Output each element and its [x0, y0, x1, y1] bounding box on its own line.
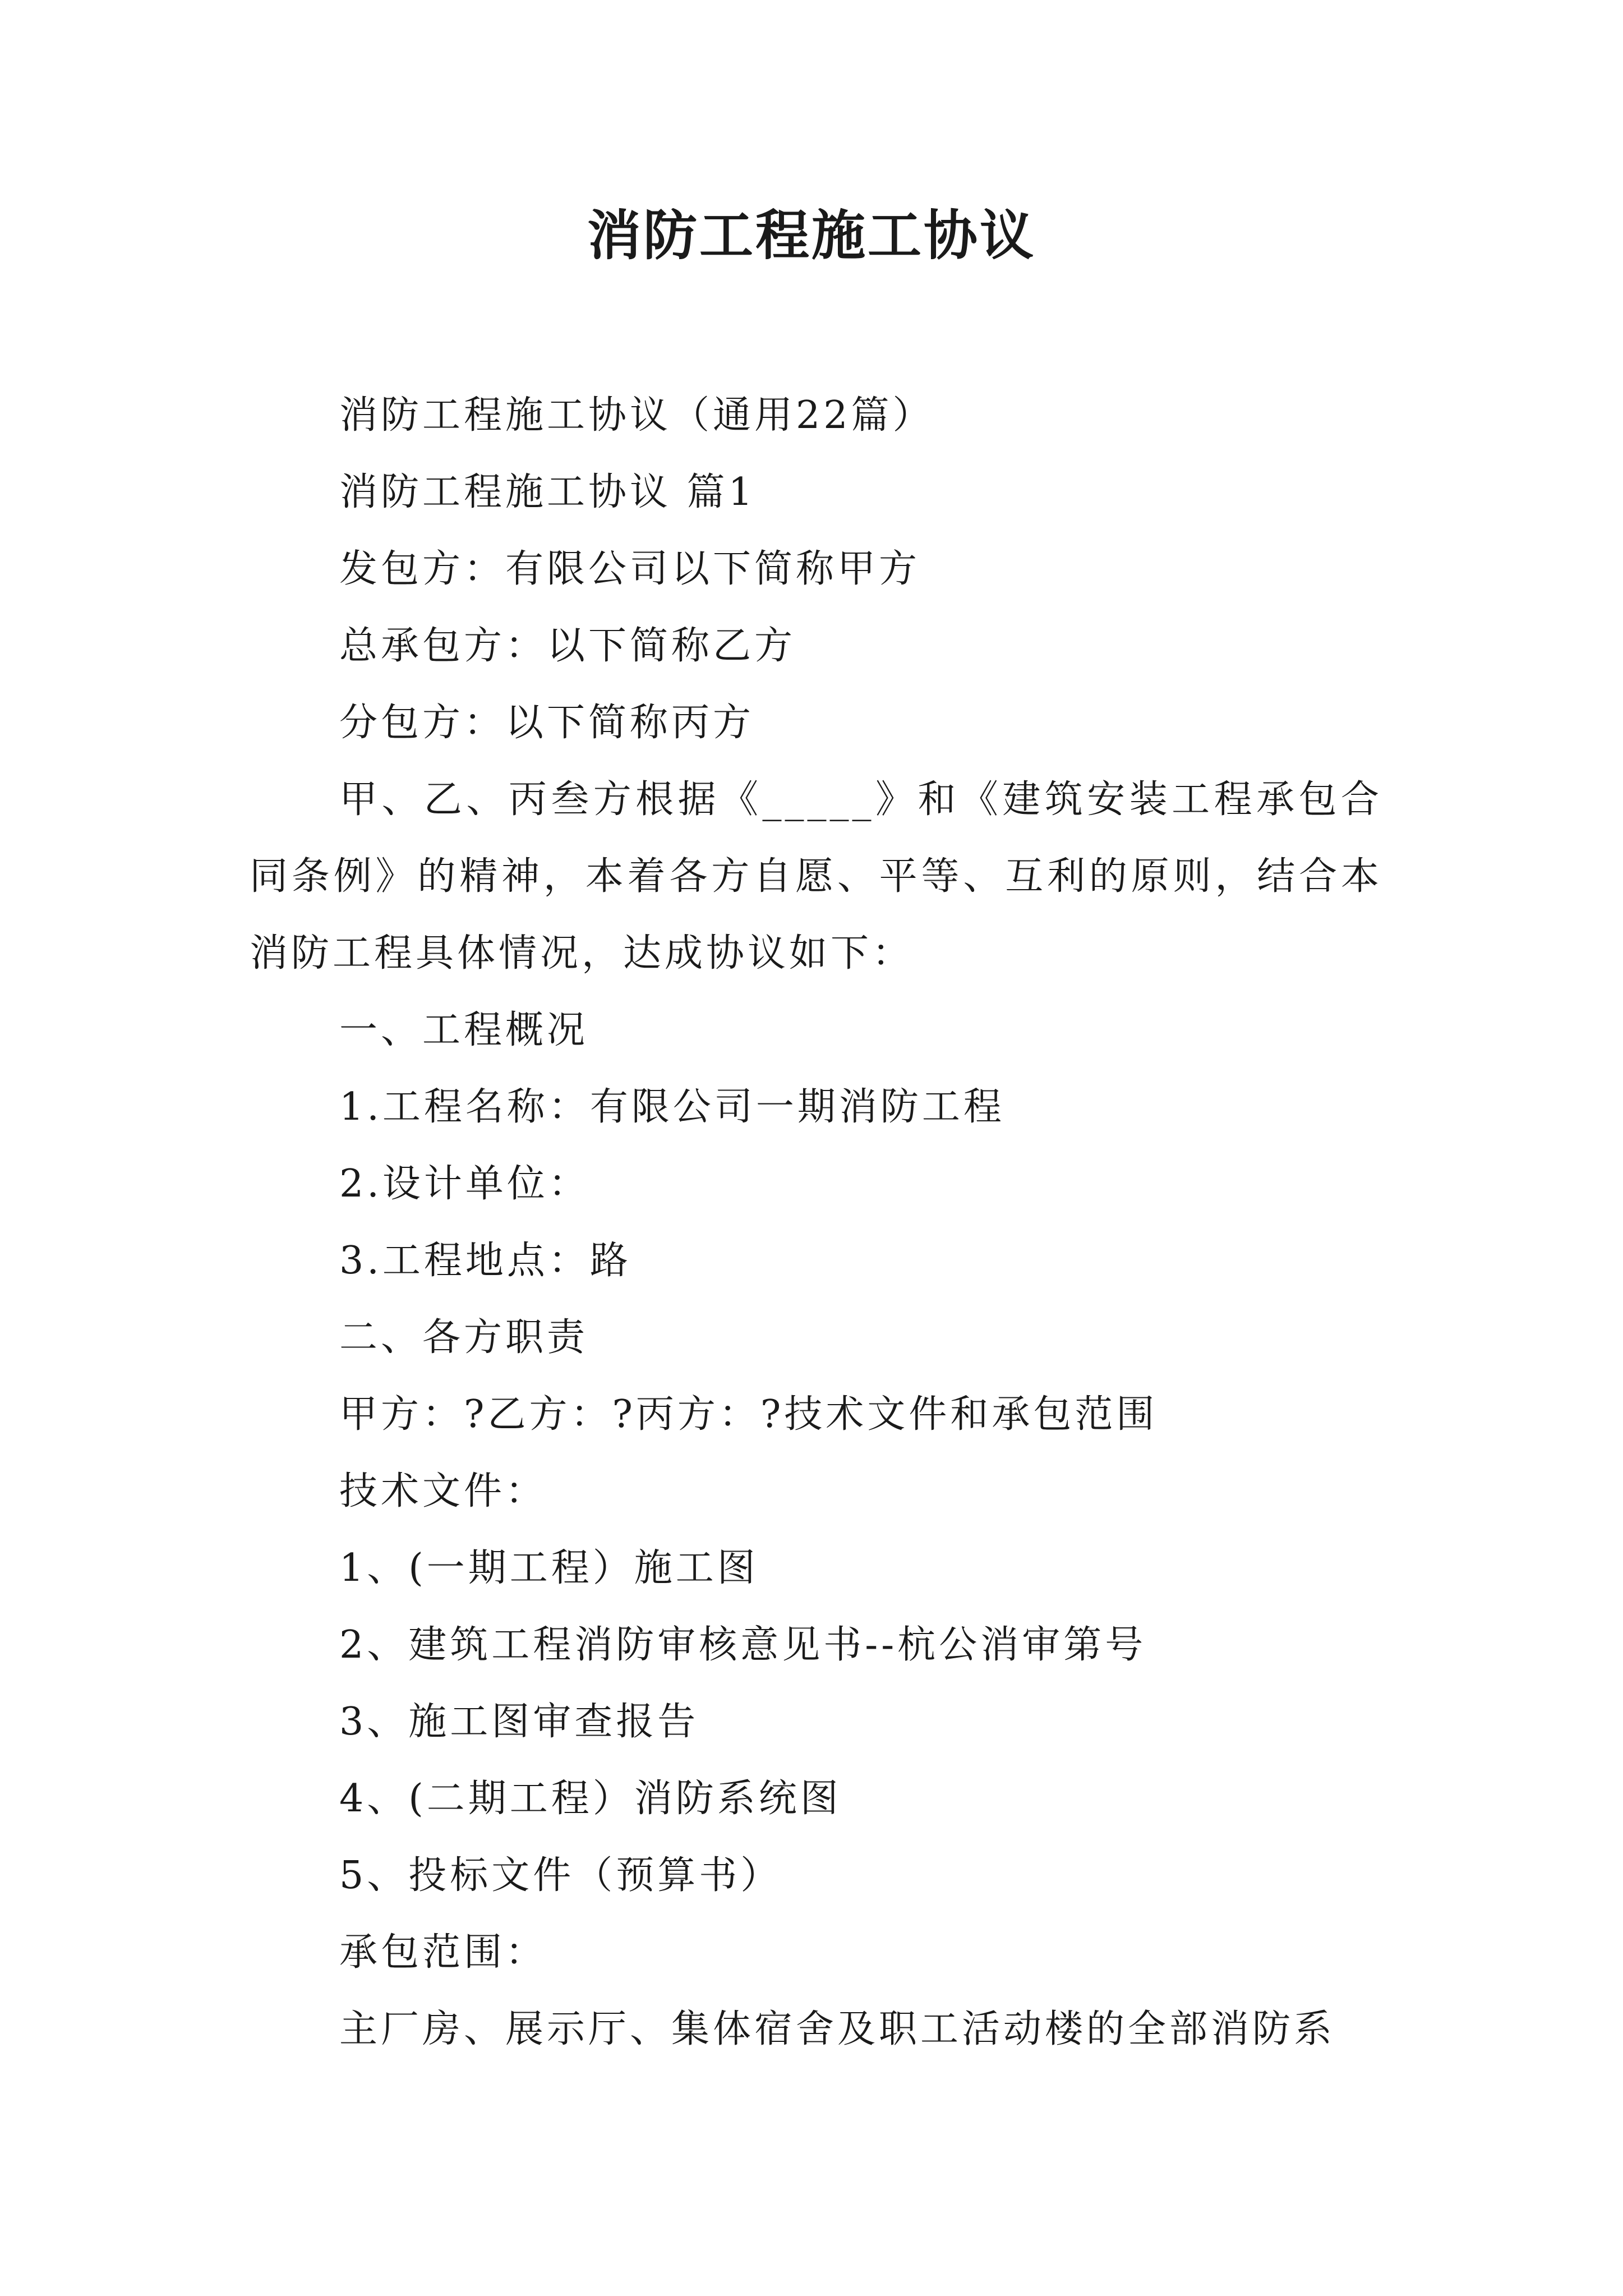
paragraph-project-name: 1.工程名称：有限公司一期消防工程 — [339, 1085, 1005, 1129]
paragraph-doc-item-1: 1、(一期工程）施工图 — [339, 1546, 759, 1590]
paragraph-doc-item-3: 3、施工图审查报告 — [339, 1700, 699, 1744]
paragraph-party-a: 发包方：有限公司以下简称甲方 — [339, 547, 921, 591]
document-body — [250, 377, 1382, 2068]
paragraph-section-heading: 消防工程施工协议 篇1 — [339, 470, 756, 514]
paragraph-heading-overview: 一、工程概况 — [339, 1008, 589, 1052]
paragraph-doc-item-2: 2、建筑工程消防审核意见书--杭公消审第号 — [339, 1623, 1147, 1667]
paragraph-subtitle: 消防工程施工协议（通用22篇） — [339, 393, 934, 438]
document-title: 消防工程施工协议 — [587, 204, 1036, 267]
paragraph-technical-documents: 技术文件： — [339, 1469, 547, 1513]
paragraph-doc-item-5: 5、投标文件（预算书） — [339, 1853, 782, 1898]
paragraph-scope-heading: 承包范围： — [339, 1930, 547, 1975]
paragraph-party-c: 分包方：以下简称丙方 — [339, 701, 755, 745]
paragraph-parties-scope: 甲方：?乙方：?丙方：?技术文件和承包范围 — [339, 1392, 1158, 1437]
paragraph-heading-responsibilities: 二、各方职责 — [339, 1315, 589, 1360]
paragraph-scope-content: 主厂房、展示厅、集体宿舍及职工活动楼的全部消防系 — [339, 2007, 1336, 2051]
paragraph-design-unit: 2.设计单位： — [339, 1162, 590, 1206]
paragraph-agreement-basis: 甲、乙、丙叁方根据《_____》和《建筑安装工程承包合同条例》的精神，本着各方自愿、平等、互利的原则，结合本消防工程具体情况，达成协议如下： — [250, 777, 1382, 976]
paragraph-party-b: 总承包方：以下简称乙方 — [339, 624, 796, 668]
paragraph-project-location: 3.工程地点：路 — [339, 1239, 631, 1283]
paragraph-doc-item-4: 4、(二期工程）消防系统图 — [339, 1777, 842, 1821]
